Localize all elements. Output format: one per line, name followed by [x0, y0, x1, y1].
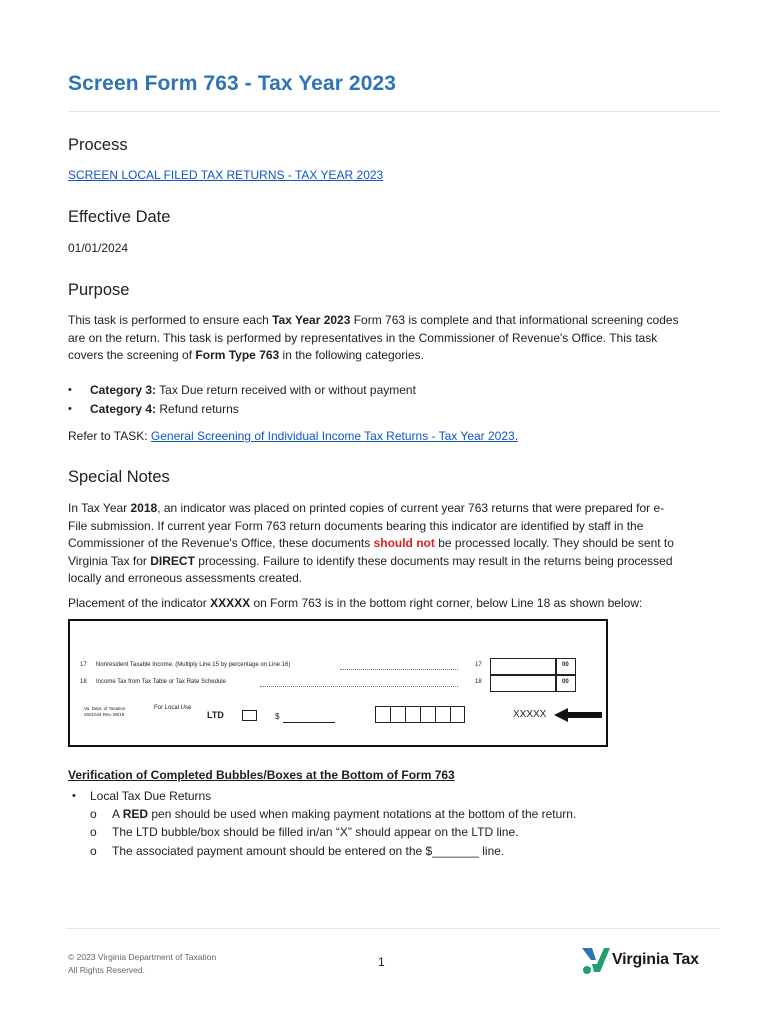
purpose-heading: Purpose [68, 281, 130, 299]
bullet-icon: • [68, 384, 72, 396]
refer-line: Refer to TASK: General Screening of Individual Income Tax Returns - Tax Year 2023. [68, 429, 519, 443]
special-notes-paragraph: In Tax Year 2018, an indicator was placed on printed copies of current year 763 returns that were prepared for e- File submission. If current year Form 763 return documents bearing this indicator are identified by staff in the Commissioner of the Revenue's Office, these documents should not be processed locally. They should be sent to Virginia Tax for DIRECT processing. Failure to identify these documents may result in the returns being processed locally and erroneous assessments created. [68, 501, 674, 585]
process-link[interactable]: SCREEN LOCAL FILED TAX RETURNS - TAX YEAR 2023 [68, 168, 384, 182]
form-763-excerpt: 17 Nonresident Taxable Income. (Multiply Line 15 by percentage on Line 16) 17 00 18 Income Tax from Tax Table or Tax Rate Schedule 18 00 Va. Dept. of Taxation 2601044 Rev. 06/19 For Local Use LTD $ XXXXX [68, 619, 608, 747]
virginia-tax-logo: Virginia Tax [580, 944, 710, 980]
title-divider [68, 111, 720, 112]
placement-line: Placement of the indicator XXXXX on Form 763 is in the bottom right corner, below Line 18 as shown below: [68, 596, 643, 610]
page-title: Screen Form 763 - Tax Year 2023 [68, 72, 397, 95]
purpose-line-3: covers the screening of Form Type 763 in the following categories. [68, 348, 424, 362]
refer-link[interactable]: General Screening of Individual Income Tax Returns - Tax Year 2023. [150, 429, 519, 443]
bullet-icon: • [72, 790, 76, 802]
process-link-line [68, 167, 383, 185]
purpose-line-1: This task is performed to ensure each Tax Year 2023 Form 763 is complete and that informational screening codes [68, 313, 679, 327]
indicator-xxxxx: XXXXX [513, 709, 547, 720]
footer-divider [66, 928, 720, 929]
purpose-line-2: are on the return. This task is performed by representatives in the Commissioner of Revenue's Office. This task [68, 330, 658, 345]
bullet-icon: • [68, 403, 72, 415]
arrow-left-icon [554, 707, 604, 723]
verification-heading: Verification of Completed Bubbles/Boxes at the Bottom of Form 763 [68, 768, 455, 782]
page-number: 1 [378, 955, 385, 969]
effective-date-value: 01/01/2024 [68, 241, 129, 255]
line-17-amount-box [490, 658, 556, 675]
purpose-paragraph [68, 312, 728, 365]
footer-copyright: © 2023 Virginia Department of Taxation All Rights Reserved. [68, 952, 217, 975]
effective-date-heading: Effective Date [68, 208, 171, 226]
virginia-tax-logo-icon [580, 944, 612, 978]
line-18-amount-box [490, 675, 556, 692]
ltd-box [242, 710, 257, 721]
process-heading: Process [68, 136, 128, 154]
special-notes-heading: Special Notes [68, 468, 170, 486]
